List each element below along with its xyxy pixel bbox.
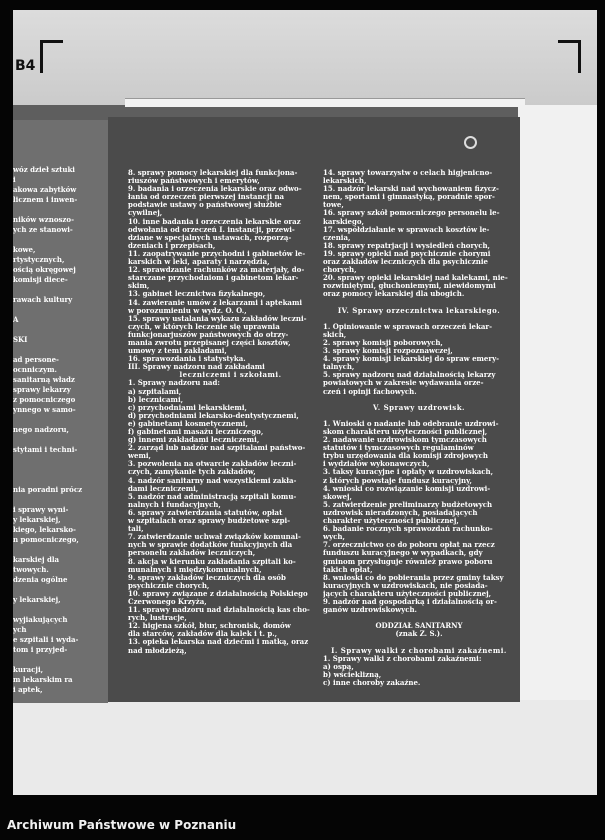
text-line: cywilnej,: [128, 209, 163, 218]
text-line: d) przychodniami lekarsko-dentystycznemi,: [128, 411, 299, 420]
text-line: skim,: [128, 282, 150, 291]
text-line: Czerwonego Krzyża,: [128, 597, 207, 606]
text-line: ganów uzdrowiskowych.: [323, 606, 417, 615]
text-line: z których powstaje fundusz kuracyjny,: [323, 476, 472, 485]
text-line: charakter użyteczności publicznej,: [323, 517, 459, 526]
text-line: (znak Z. S.).: [395, 630, 443, 639]
text-line: 1. Sprawy nadzoru nad:: [128, 379, 220, 388]
fragment-line: wóz dzieł sztuki: [13, 165, 75, 174]
text-line: łania od orzeczeń pierwszej instancji na: [128, 193, 285, 202]
text-line: dla starców, zakładów dla kalek i t. p.,: [128, 630, 278, 639]
text-line: 4. sprawy komisji lekarskiej do spraw emery-: [323, 355, 500, 364]
text-line: 3. pozwolenia na otwarcie zakładów leczni-: [128, 460, 297, 469]
fragment-line: stytami i techni-: [13, 445, 78, 454]
text-line: 14. zawieranie umów z lekarzami i aptekami: [128, 298, 303, 307]
fragment-line: ością okręgowej: [13, 265, 76, 274]
text-line: [323, 614, 515, 622]
text-line: towe,: [323, 201, 344, 210]
fragment-line: licznem i inwen-: [13, 195, 78, 204]
fragment-line: wyjiakujących: [13, 615, 68, 624]
text-line: nem, sportami i gimnastyką, poradnie spor-: [323, 193, 495, 202]
text-line: 18. sprawy repatrjacji i wysiedleń chorych,: [323, 241, 490, 250]
text-line: powiatowych w zakresie wydawania orze-: [323, 379, 484, 388]
fragment-line: ych: [13, 625, 27, 634]
archive-name: Archiwum Państwowe w Poznaniu: [7, 818, 237, 832]
text-line: trybu urzędowania dla komisji zdrojowych: [323, 452, 489, 461]
text-line: 5. nadzór nad administracją szpitali komu-: [128, 492, 297, 501]
text-line: w porozumieniu w wydz. O. O.,: [128, 306, 247, 315]
text-line: V. Sprawy uzdrowisk.: [372, 403, 465, 412]
corner-bracket-left: [40, 40, 63, 73]
folded-sheet: [13, 10, 597, 105]
text-line: nych w sprawie dodatków funkcyjnych dla: [128, 541, 293, 550]
fragment-line: kuracji,: [13, 665, 44, 674]
text-line: personelu zakładów leczniczych,: [128, 549, 256, 558]
text-line: 9. sprawy zakładów leczniczych dla osób: [128, 573, 286, 582]
fragment-line: i sprawy wyni-: [13, 505, 69, 514]
fragment-line: SKI: [13, 335, 28, 344]
text-line: 20. sprawy opieki lekarskiej nad kalekami, nie-: [323, 274, 508, 283]
text-line: oraz pomocy lekarskiej dla ubogich.: [323, 290, 465, 299]
text-line: wych,: [323, 533, 345, 542]
fragment-line: y lekarskiej,: [13, 515, 61, 524]
text-line: karskich w leki, aparaty i narzędzia,: [128, 258, 270, 267]
fragment-line: ad persone-: [13, 355, 59, 364]
text-line: riuszów państwowych i emerytów,: [128, 177, 260, 186]
fragment-line: nia poradni prócz: [13, 485, 83, 494]
text-line: dziane w specjalnych ustawach, rozporzą-: [128, 233, 292, 242]
text-line: 9. badania i orzeczenia lekarskie oraz odwo-: [128, 185, 302, 194]
text-line: czych, w których leczenie się uprawnia: [128, 322, 280, 331]
text-line: wemi,: [128, 452, 151, 461]
text-line: 3. taksy kuracyjne i opłaty w uzdrowiskach,: [323, 468, 494, 477]
text-line: odwołania od orzeczeń I. instancji, przewi-: [128, 225, 295, 234]
text-line: c) inne choroby zakaźne.: [323, 678, 421, 687]
stamp-mark: [464, 136, 477, 149]
text-line: 7. orzecznictwo co do poboru opłat na rzecz: [323, 541, 495, 550]
fragment-line: nego nadzoru,: [13, 425, 69, 434]
fragment-line: ynnego w samo-: [13, 405, 76, 414]
text-line: czeń i opinji fachowych.: [323, 387, 417, 396]
fragment-line: sanitarną władz: [13, 375, 75, 384]
text-line: podstawie ustawy o państwowej służbie: [128, 201, 282, 210]
microfilm-frame: [13, 10, 597, 795]
bottom-margin: [13, 700, 597, 795]
text-line: nalnych i fundacyjnych,: [128, 500, 221, 509]
paper-edge: [125, 98, 525, 107]
text-line: 11. zaopatrywanie przychodni i gabinetów le-: [128, 249, 306, 258]
text-line: tali,: [128, 525, 144, 534]
text-line: 6. sprawy zatwierdzania statutów, opłat: [128, 508, 283, 517]
fragment-line: i: [13, 175, 16, 184]
text-line: 15. nadzór lekarski nad wychowaniem fizycz-: [323, 185, 499, 194]
text-line: e) gabinetami kosmetycznemi,: [128, 419, 248, 428]
fragment-line: ocnniczym.: [13, 365, 57, 374]
text-line: [323, 412, 515, 420]
text-line: gminom przysługuje również prawo poboru: [323, 557, 493, 566]
text-line: rozwiniętymi, głuchoniemymi, niewidomymi: [323, 282, 496, 291]
fragment-line: z pomocniczego: [13, 395, 76, 404]
text-line: chorych,: [323, 266, 357, 275]
fragment-line: twowych.: [13, 565, 49, 574]
text-line: mania zwrotu przepisanej części kosztów,: [128, 338, 291, 347]
text-line: g) innemi zakładami leczniczemi,: [128, 436, 260, 445]
text-line: 8. wnioski co do pobierania przez gminy taksy: [323, 573, 504, 582]
text-line: 16. sprawozdania i statystyka.: [128, 355, 246, 364]
column-right: [323, 169, 515, 687]
text-line: 12. sprawdzanie rachunków za materjały, do-: [128, 266, 305, 275]
text-line: 4. wnioski co rozwiązanie komisji uzdrowi-: [323, 484, 491, 493]
document-page: [108, 117, 520, 702]
text-line: kuracyjnych w uzdrowiskach, nie posiada-: [323, 581, 488, 590]
fragment-line: dzenia ogólne: [13, 575, 68, 584]
fragment-line: rtystycznych,: [13, 255, 65, 264]
fragment-line: n pomocniczego,: [13, 535, 79, 544]
text-line: 16. sprawy szkół pomocniczego personelu le-: [323, 209, 500, 218]
text-line: starczane przychodniom i gabinetom lekar-: [128, 274, 299, 283]
text-line: [323, 396, 515, 404]
fragment-line: e szpitali i wyda-: [13, 635, 79, 644]
text-line: 7. zatwierdzanie uchwał związków komunal-: [128, 533, 301, 542]
text-line: jących charakteru użyteczności publicznej,: [323, 589, 492, 598]
text-line: czenia,: [323, 233, 351, 242]
text-line: funduszu kuracyjnego w wypadkach, gdy: [323, 549, 483, 558]
fragment-line: i aptek,: [13, 685, 43, 694]
text-line: b) lecznicami,: [128, 395, 184, 404]
text-line: umowy z temi zakładami,: [128, 347, 227, 356]
text-line: [323, 299, 515, 307]
text-line: IV. Sprawy orzecznictwa lekarskiego.: [337, 306, 501, 315]
text-line: 17. współdziałanie w sprawach kosztów le-: [323, 225, 490, 234]
text-line: karskiego,: [323, 217, 364, 226]
text-line: statutów i tymczasowych regulaminów: [323, 444, 474, 453]
text-line: 13. gabinet lecznictwa fizykalnego,: [128, 290, 266, 299]
text-line: 9. nadzór nad gospodarką i działalnością or-: [323, 597, 497, 606]
text-line: 2. sprawy komisji poborowych,: [323, 338, 443, 347]
text-line: 1. Sprawy walki z chorobami zakaźnemi:: [323, 654, 482, 663]
fragment-line: sprawy lekarzy: [13, 385, 71, 394]
text-line: w szpitalach oraz sprawy budżetowe szpi-: [128, 517, 291, 526]
text-line: 5. zatwierdzenie preliminarzy budżetowych: [323, 500, 493, 509]
text-line: munalnych i międzykomunalnych,: [128, 565, 262, 574]
text-line: b) wścieklizną,: [323, 670, 382, 679]
fragment-line: kowe,: [13, 245, 36, 254]
fragment-line: A: [13, 315, 19, 324]
text-line: ODDZIAŁ SANITARNY: [375, 622, 463, 631]
fragment-line: komisji diece-: [13, 275, 68, 284]
fragment-line: y lekarskiej,: [13, 595, 61, 604]
text-line: czych, zamykanie tych zakładów,: [128, 468, 256, 477]
text-line: 8. sprawy pomocy lekarskiej dla funkcjona-: [128, 169, 298, 177]
text-line: skich,: [323, 330, 347, 339]
text-line: rych, lustracje,: [128, 614, 187, 623]
fragment-line: m lekarskim ra: [13, 675, 73, 684]
text-line: III. Sprawy nadzoru nad zakładami: [128, 363, 265, 372]
text-line: skowej,: [323, 492, 352, 501]
fragment-line: akowa zabytków: [13, 185, 77, 194]
fragment-line: ników wznoszo-: [13, 215, 74, 224]
text-line: dzeniach i przepisach,: [128, 241, 216, 250]
text-line: a) ospą,: [323, 662, 354, 671]
text-line: uzdrowisk nieradzonych, posiadających: [323, 508, 478, 517]
text-line: 11. sprawy nadzoru nad działalnością kas cho-: [128, 606, 310, 615]
text-line: 1. Opiniowanie w sprawach orzeczeń lekar-: [323, 322, 492, 331]
text-line: 5. sprawy nadzoru nad działalnością lekarzy: [323, 371, 496, 380]
text-line: 19. sprawy opieki nad psychicznie chorymi: [323, 249, 491, 258]
text-line: 2. zarząd lub nadzór nad szpitalami państwo-: [128, 444, 306, 453]
text-line: 13. opieka lekarska nad dziećmi i matką, oraz: [128, 638, 309, 647]
fragment-line: tom i przyjed-: [13, 645, 68, 654]
text-line: 4. nadzór sanitarny nad wszystkiemi zakła-: [128, 476, 297, 485]
text-line: takich opłat,: [323, 565, 373, 574]
text-line: 1. Wnioski o nadanie lub odebranie uzdrowi-: [323, 419, 499, 428]
text-line: [323, 315, 515, 323]
text-line: c) przychodniami lekarskiemi,: [128, 403, 247, 412]
corner-bracket-right: [558, 40, 581, 73]
left-page-fragment: [13, 120, 108, 703]
text-line: skom charakteru użyteczności publicznej,: [323, 428, 488, 436]
text-line: 12. higjena szkół, biur, schronisk, domów: [128, 622, 291, 631]
text-line: 8. akcja w kierunku zakładania szpitali ko-: [128, 557, 296, 566]
text-line: 6. badanie rocznych sprawozdań rachunko-: [323, 525, 493, 534]
text-line: nad młodzieżą,: [128, 646, 187, 655]
text-line: 2. nadawanie uzdrowiskom tymczasowych: [323, 436, 487, 445]
frame-tag: B4: [15, 58, 36, 74]
right-margin: [518, 105, 597, 700]
text-line: i wydziałów wykonawczych,: [323, 460, 430, 469]
archive-footer: [0, 810, 605, 840]
text-line: leczniczemi i szkołami.: [179, 371, 282, 380]
text-line: 10. inne badania i orzeczenia lekarskie oraz: [128, 217, 301, 226]
fragment-line: rawach kultury: [13, 295, 73, 304]
text-line: lekarskich,: [323, 177, 367, 186]
fragment-line: ych ze stanowi-: [13, 225, 73, 234]
text-line: I. Sprawy walki z chorobami zakaźnemi.: [331, 646, 507, 655]
text-line: 15. sprawy ustalania wykazu zakładów leczni-: [128, 314, 307, 323]
text-line: oraz zakładów leczniczych dla psychicznie: [323, 258, 488, 267]
text-line: talnych,: [323, 363, 355, 372]
text-line: 14. sprawy towarzystw o celach higjenicno-: [323, 169, 493, 177]
text-line: 10. sprawy związane z działalnością Polskiego: [128, 589, 308, 598]
text-line: psychicznie chorych,: [128, 581, 210, 590]
text-line: a) szpitalami,: [128, 387, 182, 396]
fragment-line: karskiej dla: [13, 555, 60, 564]
text-line: dami leczniczemi,: [128, 484, 199, 493]
text-line: funkcjonarjuszów państwowych do otrzy-: [128, 330, 289, 339]
text-line: [323, 638, 515, 646]
text-line: f) gabinetami masażu leczniczego,: [128, 428, 264, 436]
column-left: [128, 169, 333, 655]
fragment-line: kiego, lekarsko-: [13, 525, 76, 534]
text-line: 3. sprawy komisji rozpoznawczej,: [323, 347, 453, 356]
